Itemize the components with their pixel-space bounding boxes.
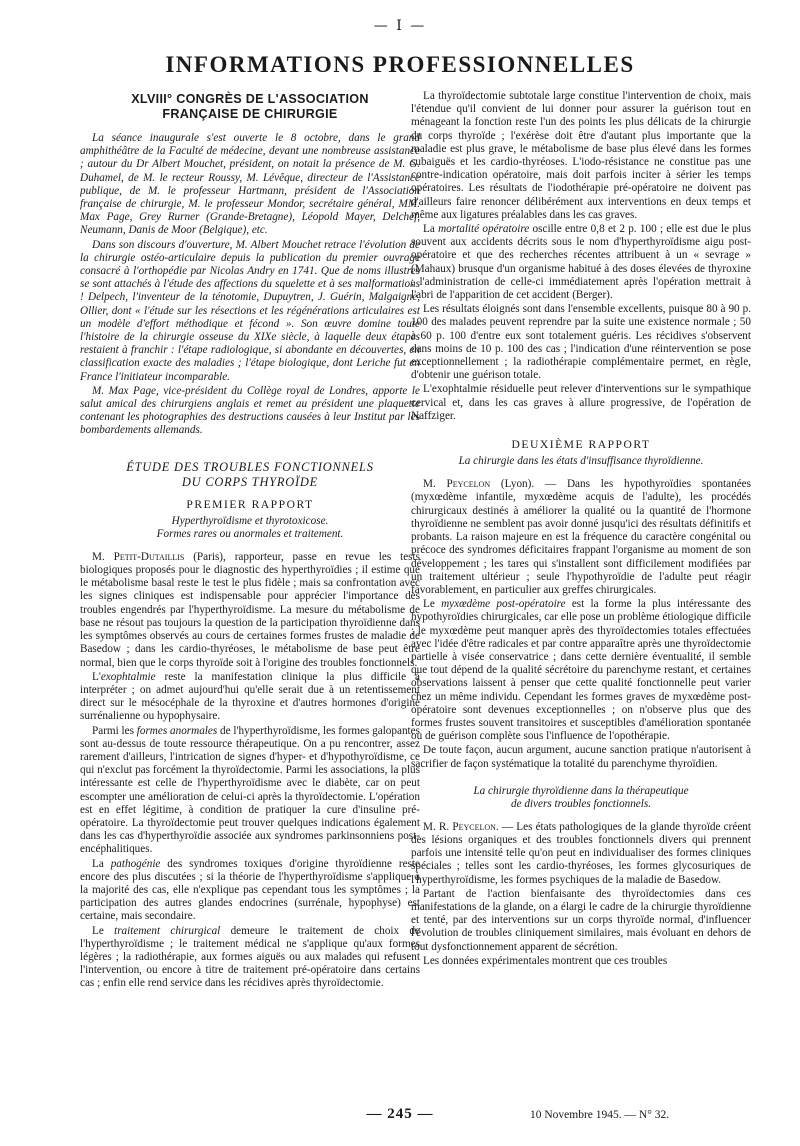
paragraph-de-toute-facon: De toute façon, aucun argument, aucune sanction pratique n'autorisent à sacrifier de façon systématique la totalité du parenchyme thyroïdien.	[411, 744, 751, 770]
paragraph-text: des syndromes toxiques d'origine thyroïdienne reste encore des plus discutées ; si la théorie de l'hyperthyroïdisme s'applique à la majorité des cas, elle n'explique pas cependant tous les symptômes ; la participation des autres glandes endocrines (surrénale, hypophyse) est certaine, mais secondaire.	[80, 857, 420, 923]
paragraph-lead: La	[423, 223, 439, 236]
intro-paragraph-2: Dans son discours d'ouverture, M. Albert Mouchet retrace l'évolution de la chirurgie ostéo-articulaire depuis la publication du premier ouvrage consacré à l'orthopédie par Nicolas Andry en 1741. Que de noms illustres se sont attachés à l'étude des affections du squelette et à ses malformations ! Delpech, l'inventeur de la ténotomie, Dupuytren, J. Guérin, Malgaigne, Ollier, dont « l'étude sur les résections et les régénérations articulaires est un modèle d'effort méthodique et fécond ». Son œuvre domine toute l'histoire de la chirurgie osseuse du XIXe siècle, à laquelle deux étapes restaient à franchir : l'étape radiologique, si abondante en découvertes, en classification exacte des maladies ; l'étape biologique, dont Leriche fut en France l'initiateur incomparable.	[80, 238, 420, 383]
emphasis: mortalité opératoire	[438, 223, 530, 236]
emphasis: formes anormales	[136, 724, 218, 737]
paragraph-text: reste la manifestation clinique la plus difficile à interpréter ; on admet aujourd'hui qu'elle serait due à un retentissement direct sur le mésocéphale de la thyroxine et d'autres hormones d'origine surrénalienne ou hypophysaire.	[80, 670, 420, 723]
paragraph-mortalite	[411, 223, 751, 302]
paragraph-subtotale: La thyroïdectomie subtotale large constitue l'intervention de choix, mais l'étendue qu'il convient de lui donner pour assurer la guérison tout en ménageant la fonction reste l'un des points les plus délicats de la chirurgie du corps thyroïde ; l'exérèse doit être d'autant plus importante que la maladie est plus grave, le métabolisme de base plus élevé dans les formes subaiguës et les cardio-thyréoses. L'iodo-résistance ne constitue pas une contre-indication opératoire, mais doit parfois inciter à sérier les temps opératoires. Les résultats de l'iodothérapie pré-opératoire ne doivent pas d'ailleurs faire renoncer délibérément aux interventions en deux temps et même aux ligatures préalables dans les cas graves.	[411, 90, 751, 221]
congress-heading-line1: XLVIII° CONGRÈS DE L'ASSOCIATION	[131, 92, 369, 106]
paragraph-text: demeure le traitement de choix de l'hyperthyroïdisme ; le traitement médical ne s'applique qu'aux formes légères ; la radiothérapie, aux formes aiguës ou aux malades qui refusent l'intervention, ou encore à titre de traitement pré-opératoire dans certains cas ; enfin elle rend service dans les récidives après thyroïdectomie.	[80, 924, 420, 990]
paragraph-text: oscille entre 0,8 et 2 p. 100 ; elle est due le plus souvent aux accidents décrits sous le nom d'hyperthyroïdisme aigu post-opératoire et que des recherches récentes attribuent à un « sevrage » (Mahaux) brusque d'un organisme habitué à des doses élevées de thyroxine ; l'administration de celle-ci immédiatement après l'opération mettrait à l'abri de l'apparition de cet accident (Berger).	[411, 223, 751, 302]
top-folio: — I —	[373, 18, 427, 34]
paragraph-lead: La	[92, 857, 111, 870]
study-title	[80, 460, 420, 490]
paragraph-peycelon	[411, 478, 751, 597]
paragraph-traitement	[80, 925, 420, 991]
paragraph-petit-dutaillis	[80, 551, 420, 670]
author-name: M. R. Peycelon.	[423, 820, 499, 833]
subsection-title-line1: La chirurgie thyroïdienne dans la thérapeutique	[473, 784, 689, 797]
paragraph-text: (Lyon). — Dans les hypothyroïdies spontanées (myxœdème infantile, myxœdème acquis de l'adulte), les procédés chirurgicaux destinés à améliorer la qualité ou la quantité de l'hormone thyroïdienne ne semblent pas avoir donné jusqu'ici des résultats définitifs et probants. La raison majeure en est la fréquence du caractère congénital ou précoce des syndromes déficitaires frappant l'organisme au moment de son développement ; les tares qui s'installent sont difficilement modifiées par un traitement ultérieur ; seule l'hypothyroïdie de l'adulte peut réagir favorablement, en particulier aux greffes chirurgicales.	[411, 478, 751, 596]
study-title-line1: ÉTUDE DES TROUBLES FONCTIONNELS	[126, 459, 374, 474]
page-number: — 245 —	[366, 1106, 434, 1122]
paragraph-donnees: Les données expérimentales montrent que ces troubles	[423, 954, 668, 967]
issue-date: 10 Novembre 1945. — N° 32.	[530, 1109, 670, 1121]
first-report-subtitle-line1: Hyperthyroïdisme et thyrotoxicose.	[171, 514, 329, 527]
congress-heading	[80, 92, 420, 122]
paragraph-formes-anormales	[80, 725, 420, 857]
intro-paragraph-3: M. Max Page, vice-président du Collège royal de Londres, apporte le salut amical des chirurgiens anglais et remet au président une plaquette contenant les photographies des destructions causées à leur Institut par les bombardements allemands.	[80, 384, 420, 437]
paragraph-exophtalmie-residuelle: L'exophtalmie résiduelle peut relever d'interventions sur le sympathique cervical et, dans les cas graves à allure progressive, de l'opération de Naffziger.	[411, 383, 751, 422]
subsection-title-line2: de divers troubles fonctionnels.	[510, 797, 652, 810]
first-report-subtitle	[80, 515, 420, 541]
paragraph-text: de l'hyperthyroïdisme, les formes galopantes sont au-dessus de toute ressource thérapeutique. On a pu rencontrer, assez rarement d'ailleurs, l'intrication de signes d'hyper- et d'hypothyroïdisme, ce qui n'exclut pas forcément la thyroïdectomie. Parmi les associations, la plus intéressante est celle de l'hyperthyroïdisme avec le diabète, car on peut escompter une amélioration de celui-ci après la thyroïdectomie. L'opération est en effet légitime, à condition de pratiquer la cure d'insuline pré-opératoire. La thyroïdectomie peut trouver quelques indications également dans les cas d'hyperthyroïdie associée aux syndromes parkinsonniens post-encéphalitiques.	[80, 724, 420, 856]
paragraph-resultats: Les résultats éloignés sont dans l'ensemble excellents, puisque 80 à 90 p. 100 des malades peuvent reprendre par la suite une existence normale ; 50 à 60 p. 100 d'entre eux sont totalement guéris. Les récidives s'observent dans moins de 10 p. 100 des cas ; l'indication d'une réintervention se pose exceptionnellement ; la radiothérapie complémentaire permet, en règle, d'obtenir une guérison totale.	[411, 303, 751, 382]
paragraph-partant: Partant de l'action bienfaisante des thyroïdectomies dans ces manifestations de la glande, on a élargi le cadre de la chirurgie thyroïdienne et tenté, par des interventions sur un corps thyroïde normal, d'influencer l'évolution de troubles cliniquement similaires, mais évoluant en dehors de tout dysfonctionnement apparent de sécrétion.	[411, 887, 751, 953]
emphasis: exophtalmie	[100, 670, 156, 683]
emphasis: myxœdème post-opératoire	[441, 598, 566, 611]
first-report-title: PREMIER RAPPORT	[186, 497, 314, 511]
emphasis: traitement chirurgical	[114, 924, 221, 937]
intro-paragraph-1: La séance inaugurale s'est ouverte le 8 octobre, dans le grand amphithéâtre de la Faculté de médecine, devant une nombreuse assistance ; autour du Dr Albert Mouchet, président, on notait la présence de M. G. Duhamel, de M. le recteur Roussy, M. Lévêque, directeur de l'Assistance publique, de M. le professeur Hartmann, président de l'Association française de chirurgie, M. le professeur Mondor, secrétaire général, MM. Max Page, Grey Rurner (Grande-Bretagne), Léopold Mayer, Delchef, Neumann, Danis de Moor (Belgique), etc.	[80, 132, 420, 237]
emphasis: pathogénie	[110, 857, 161, 870]
paragraph-r-peycelon	[411, 821, 751, 887]
paragraph-lead: Parmi les	[92, 724, 137, 737]
study-title-line2: DU CORPS THYROÏDE	[181, 474, 319, 489]
congress-heading-line2: FRANÇAISE DE CHIRURGIE	[162, 107, 338, 121]
paragraph-text: est la forme la plus intéressante des hypothyroïdies chirurgicales, car elle pose un problème étiologique difficile ; le myxœdème peut manquer après des thyroïdectomies totales effectuées avec l'idée d'être radicales et par contre apparaître après une thyroïdectomie partielle à visée conservatrice ; dans cette dernière éventualité, il semble que tout dépend de la qualité sécrétoire du parenchyme restant, et certaines observations laissent à penser que cette qualité fonctionnelle peut varier chez un même individu. Cependant les formes graves de myxœdème post-opératoire sont devenues exceptionnelles ; on n'observe plus que des formes frustes souvent transitoires et susceptibles d'amélioration spontanée ou de guérison complète sous l'influence de l'opothérapie.	[411, 598, 751, 743]
right-column	[411, 90, 751, 1100]
author-name: M. Peycelon	[423, 478, 491, 491]
paragraph-lead: Le	[92, 924, 115, 937]
paragraph-pathogenie	[80, 858, 420, 924]
author-name: M. Petit-Dutaillis	[92, 550, 185, 563]
paragraph-lead: L'	[92, 670, 101, 683]
first-report-subtitle-line2: Formes rares ou anormales et traitement.	[156, 527, 344, 540]
paragraph-myxoedeme	[411, 598, 751, 743]
second-report-title: DEUXIÈME RAPPORT	[511, 438, 651, 452]
section-banner: INFORMATIONS PROFESSIONNELLES	[165, 52, 635, 77]
paragraph-exophtalmie	[80, 671, 420, 724]
subsection-title	[411, 785, 751, 811]
left-column	[80, 88, 420, 1098]
paragraph-text: (Paris), rapporteur, passe en revue les tests biologiques proposés pour le diagnostic des hyperthyroïdies ; il estime que le métabolisme basal reste le test le plus fidèle ; mais sa confrontation avec les signes cliniques est indispensable pour apprécier l'importance des troubles engendrés par l'hyperthyroïdisme. La mesure du métabolisme de base ne résout pas toujours la question de la participation thyroïdienne dans les symptômes observés au cours de certaines formes frustes de maladie de Basedow ; dans les cardio-thyréoses, le métabolisme de base peut être normal, bien que le corps thyroïde soit à l'origine des troubles fonctionnels.	[80, 550, 420, 669]
second-report-subtitle: La chirurgie dans les états d'insuffisance thyroïdienne.	[458, 455, 704, 468]
paragraph-text: — Les états pathologiques de la glande thyroïde créent des lésions organiques et des troubles fonctionnels divers qui prennent parfois une intensité telle qu'on peut en individualiser des formes cliniques spéciales ; telles sont les cardio-thyréoses, les formes glycosuriques de l'hyperthyroïdisme, les formes psychiques de la maladie de Basedow.	[411, 820, 751, 886]
paragraph-lead: Le	[423, 598, 442, 611]
